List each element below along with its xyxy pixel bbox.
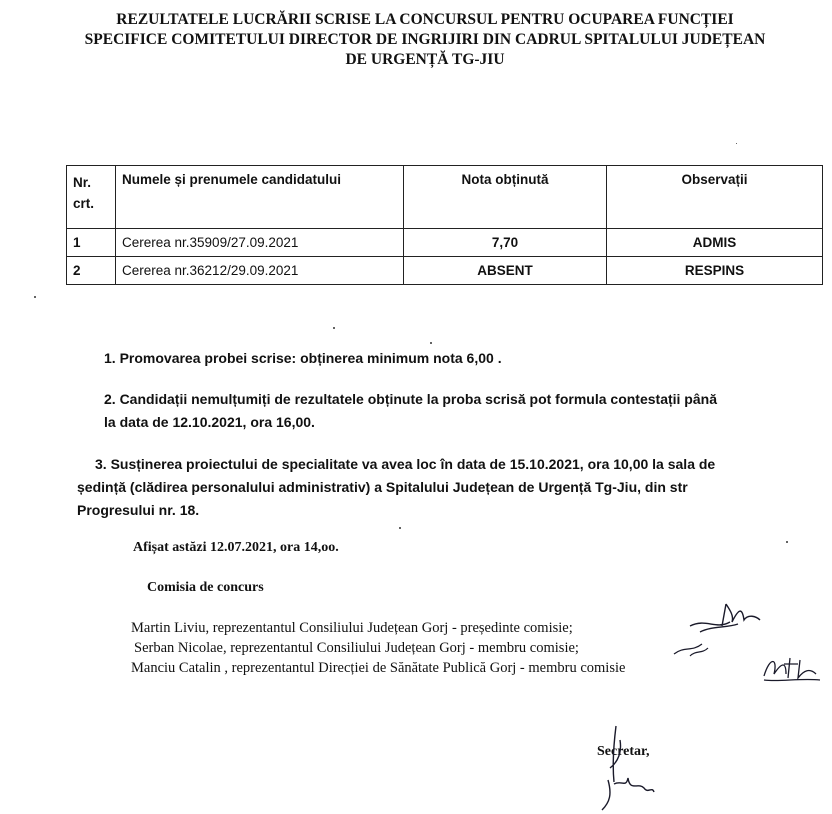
scan-speck [34,296,36,298]
note-1 [104,347,502,370]
committee-member-2: Serban Nicolae, reprezentantul Consiliului Județean Gorj - membru comisie; [134,640,579,656]
row-observation: RESPINS [607,257,823,285]
header-observations: Observații [607,166,823,229]
row-nr: 2 [67,257,116,285]
scan-speck [786,541,788,543]
results-table [66,165,823,285]
signature-president [686,596,766,638]
row-grade: 7,70 [404,229,607,257]
note-2 [104,388,717,434]
signature-member-dsp [760,652,824,686]
title-line-1: REZULTATELE LUCRĂRII SCRISE LA CONCURSUL PENTRU OCUPAREA FUNCȚIEI [116,11,734,28]
header-nr-line-1: Nr. [73,175,92,190]
posted-date: Afișat astăzi 12.07.2021, ora 14,oo. [133,540,339,555]
committee-member-1: Martin Liviu, reprezentantul Consiliului Județean Gorj - președinte comisie; [131,620,573,636]
scan-speck [430,342,432,344]
note-2-line-1: 2. Candidații nemulțumiți de rezultatele obținute la proba scrisă pot formula contestații până [104,391,717,407]
note-3-line-2: ședință (clădirea personalului administrativ) a Spitalului Județean de Urgență Tg-Jiu, din str [77,479,688,495]
table-row [67,257,823,285]
signature-secretary [588,722,668,814]
committee-members [131,618,625,678]
signature-member [672,636,712,660]
header-nr [67,166,116,229]
header-grade: Nota obținută [404,166,607,229]
row-name: Cererea nr.35909/27.09.2021 [116,229,404,257]
scan-speck [399,527,401,529]
header-name: Numele și prenumele candidatului [116,166,404,229]
row-grade: ABSENT [404,257,607,285]
row-name: Cererea nr.36212/29.09.2021 [116,257,404,285]
title-line-3: DE URGENȚĂ TG-JIU [345,51,505,68]
committee-member-3: Manciu Catalin , reprezentantul Direcției de Sănătate Publică Gorj - membru comisie [131,660,626,676]
scan-speck [736,143,737,144]
secretary-label: Secretar, [597,744,650,759]
row-nr: 1 [67,229,116,257]
note-3 [77,453,715,522]
table-header-row [67,166,823,229]
committee-heading: Comisia de concurs [147,580,264,595]
scan-speck [333,327,335,329]
note-3-line-3: Progresului nr. 18. [77,502,200,518]
document-title [40,10,810,70]
title-line-2: SPECIFICE COMITETULUI DIRECTOR DE INGRIJIRI DIN CADRUL SPITALULUI JUDEȚEAN [84,31,766,48]
header-nr-line-2: crt. [73,196,95,211]
table-row [67,229,823,257]
note-2-line-2: la data de 12.10.2021, ora 16,00. [104,414,315,430]
note-3-line-1: 3. Susținerea proiectului de specialitate va avea loc în data de 15.10.2021, ora 10,00 la sala de [95,456,716,472]
row-observation: ADMIS [607,229,823,257]
note-1-text: 1. Promovarea probei scrise: obținerea minimum nota 6,00 . [104,350,502,366]
